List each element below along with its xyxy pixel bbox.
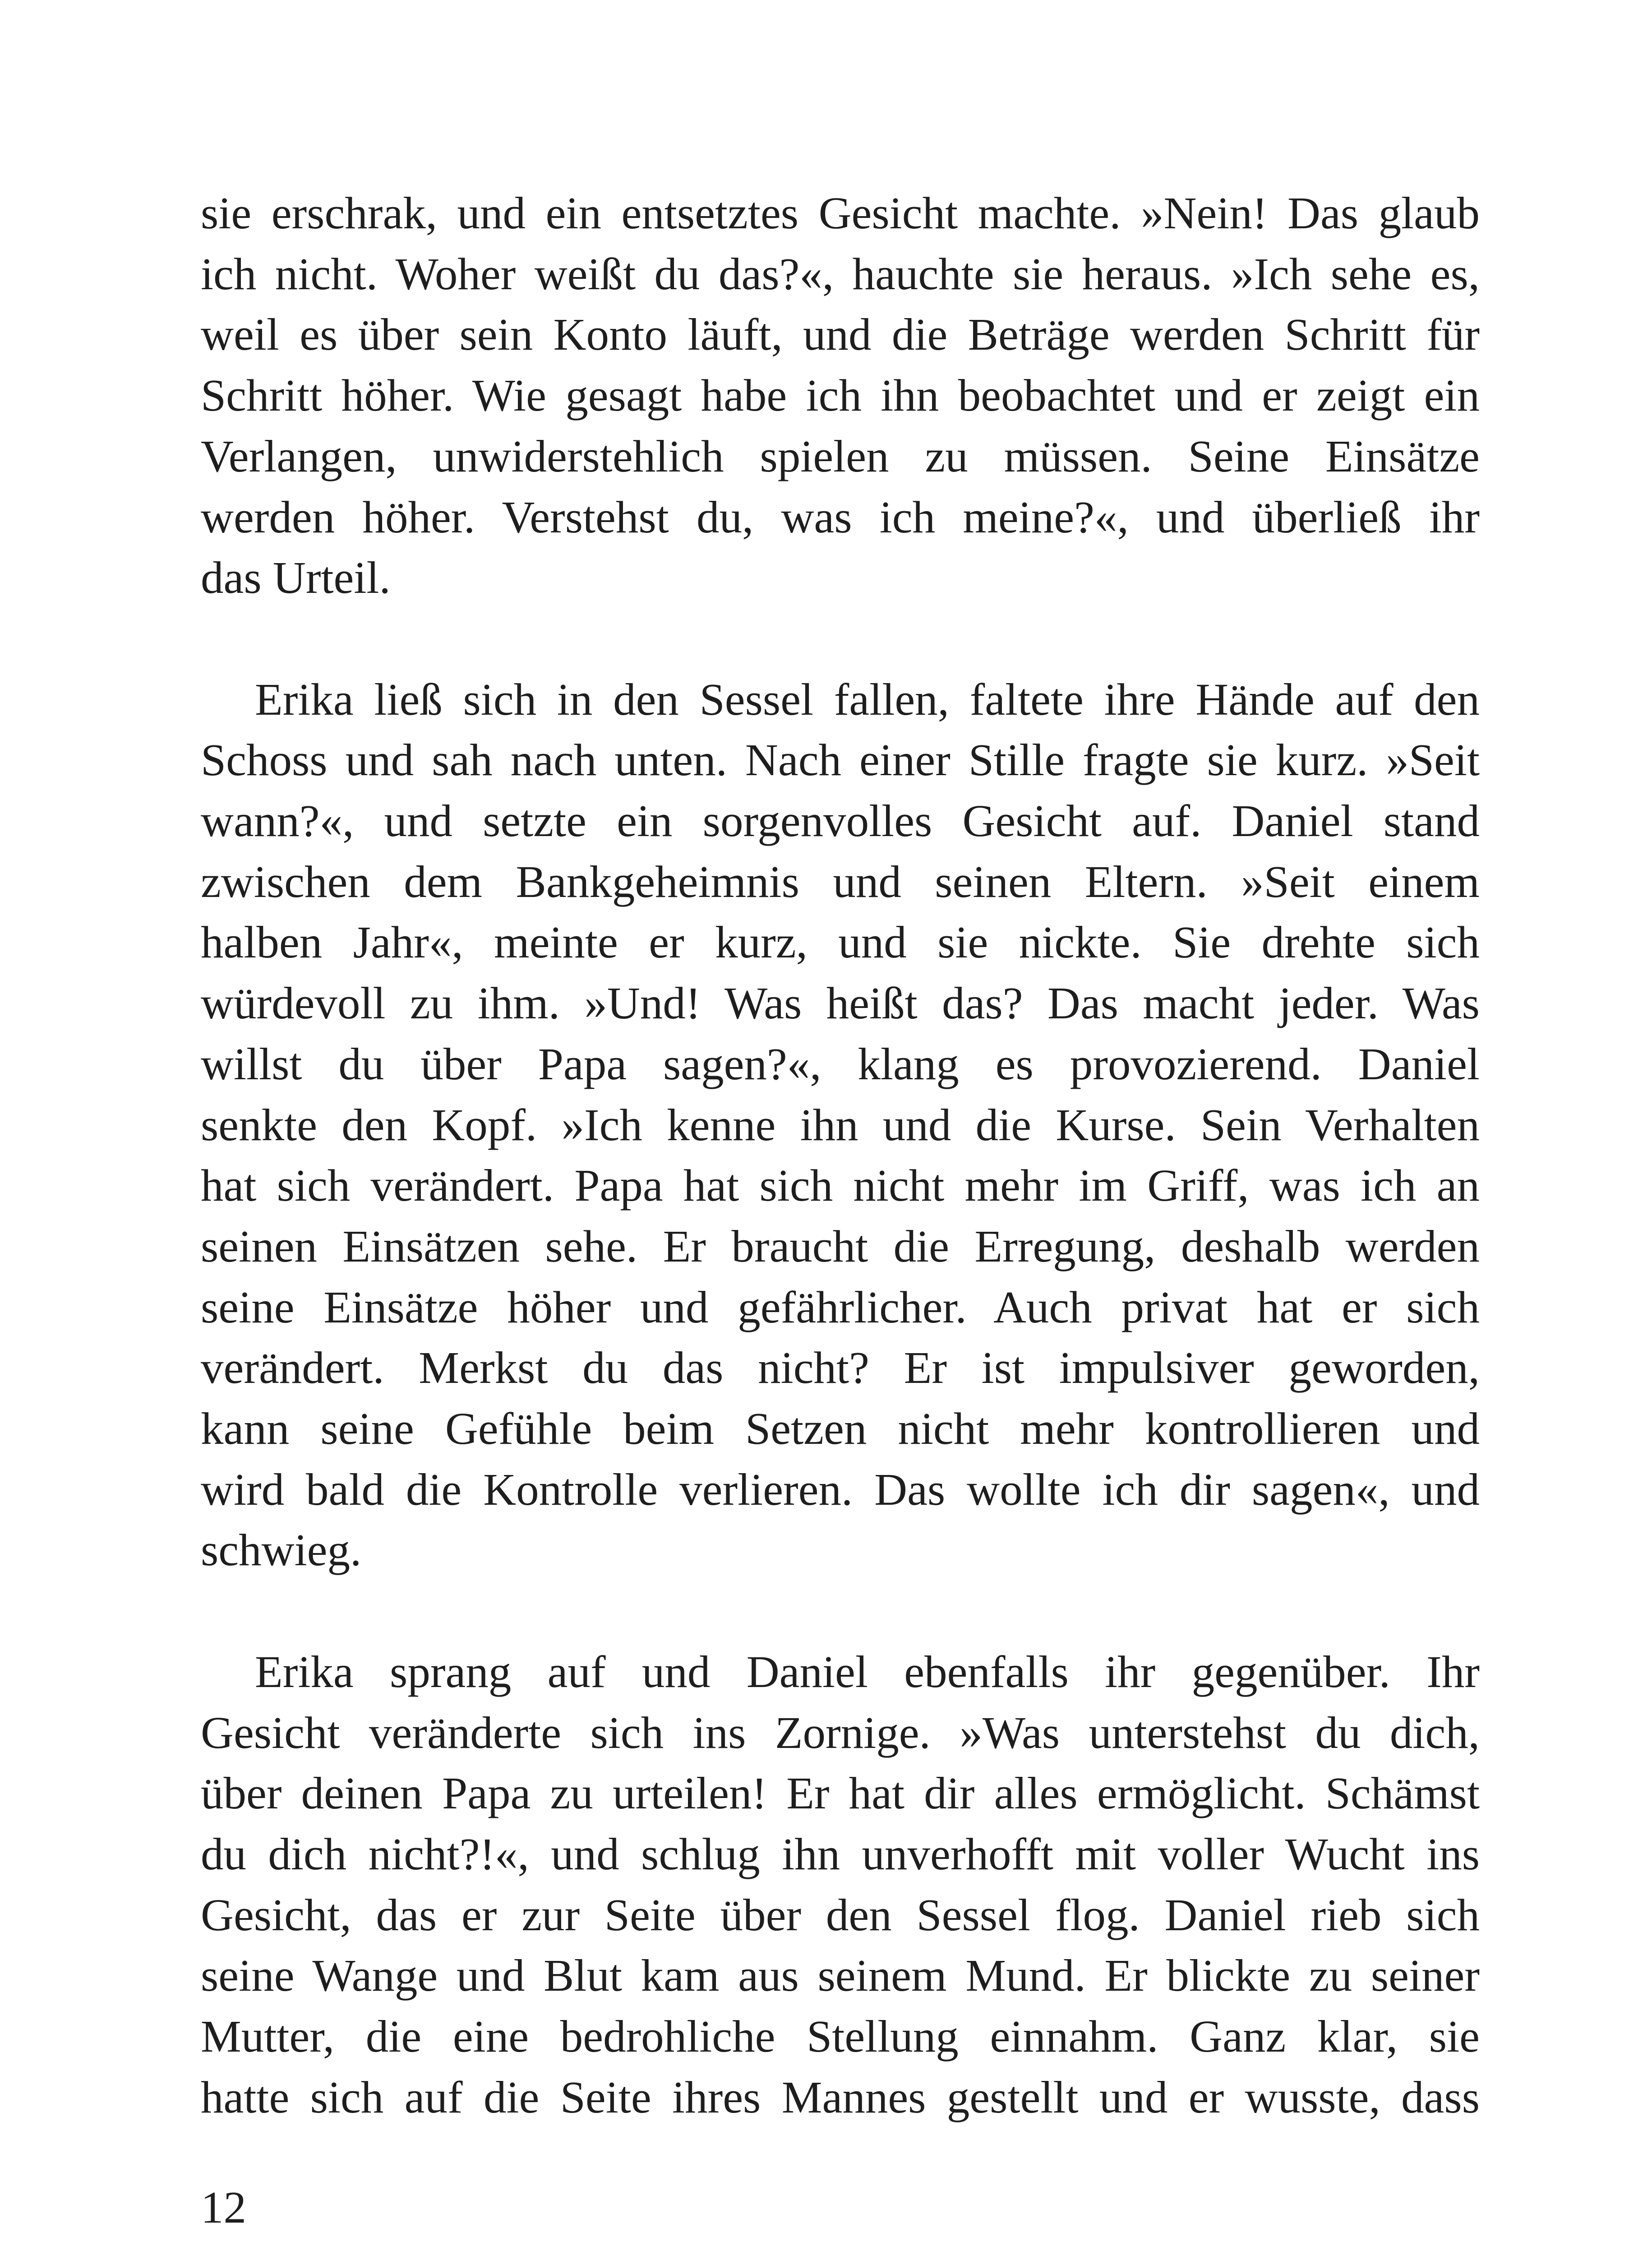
text-line: verändert. Merkst du das nicht? Er ist impulsiver geworden, [201,1342,1480,1393]
text-line: zwischen dem Bankgeheimnis und seinen Eltern. »Seit einem [201,856,1480,907]
text-line: ich nicht. Woher weißt du das?«, hauchte sie heraus. »Ich sehe es, [201,248,1480,299]
text-line: hatte sich auf die Seite ihres Mannes gestellt und er wusste, dass [201,2071,1480,2122]
text-line: würdevoll zu ihm. »Und! Was heißt das? Das macht jeder. Was [201,978,1480,1029]
text-line: sie erschrak, und ein entsetztes Gesicht machte. »Nein! Das glaub [201,188,1480,238]
text-line: Mutter, die eine bedrohliche Stellung einnahm. Ganz klar, sie [201,2011,1480,2062]
text-line: Gesicht veränderte sich ins Zornige. »Was unterstehst du dich, [201,1707,1480,1758]
paragraph-1 [201,183,1480,608]
paragraph-3 [201,1641,1480,2128]
text-line: Schritt höher. Wie gesagt habe ich ihn beobachtet und er zeigt ein [201,370,1480,421]
text-line: Erika ließ sich in den Sessel fallen, faltete ihre Hände auf den [255,674,1480,725]
paragraph-2 [201,669,1480,1581]
body-text [201,183,1480,2127]
text-line: das Urteil. [201,552,391,603]
text-line: seine Wange und Blut kam aus seinem Mund. Er blickte zu seiner [201,1950,1480,2001]
text-line: Gesicht, das er zur Seite über den Sessel flog. Daniel rieb sich [201,1889,1480,1940]
text-line: wann?«, und setzte ein sorgenvolles Gesicht auf. Daniel stand [201,795,1480,846]
text-line: Erika sprang auf und Daniel ebenfalls ihr gegenüber. Ihr [255,1646,1480,1697]
text-line: weil es über sein Konto läuft, und die Beträge werden Schritt für [201,309,1480,360]
text-line: willst du über Papa sagen?«, klang es provozierend. Daniel [201,1038,1480,1089]
text-line: Schoss und sah nach unten. Nach einer Stille fragte sie kurz. »Seit [201,735,1480,786]
text-line: hat sich verändert. Papa hat sich nicht mehr im Griff, was ich an [201,1160,1480,1211]
text-line: wird bald die Kontrolle verlieren. Das wollte ich dir sagen«, und [201,1464,1480,1515]
text-line: über deinen Papa zu urteilen! Er hat dir alles ermöglicht. Schämst [201,1768,1480,1819]
text-line: seinen Einsätzen sehe. Er braucht die Erregung, deshalb werden [201,1220,1480,1271]
text-line: Verlangen, unwiderstehlich spielen zu müssen. Seine Einsätze [201,430,1480,481]
text-line: schwieg. [201,1525,362,1576]
text-line: kann seine Gefühle beim Setzen nicht mehr kontrollieren und [201,1403,1480,1454]
text-line: senkte den Kopf. »Ich kenne ihn und die Kurse. Sein Verhalten [201,1099,1480,1150]
text-line: du dich nicht?!«, und schlug ihn unverhofft mit voller Wucht ins [201,1828,1480,1879]
page-number: 12 [201,2182,246,2233]
text-line: halben Jahr«, meinte er kurz, und sie nickte. Sie drehte sich [201,917,1480,968]
text-line: werden höher. Verstehst du, was ich meine?«, und überließ ihr [201,491,1480,542]
text-line: seine Einsätze höher und gefährlicher. Auch privat hat er sich [201,1281,1480,1332]
